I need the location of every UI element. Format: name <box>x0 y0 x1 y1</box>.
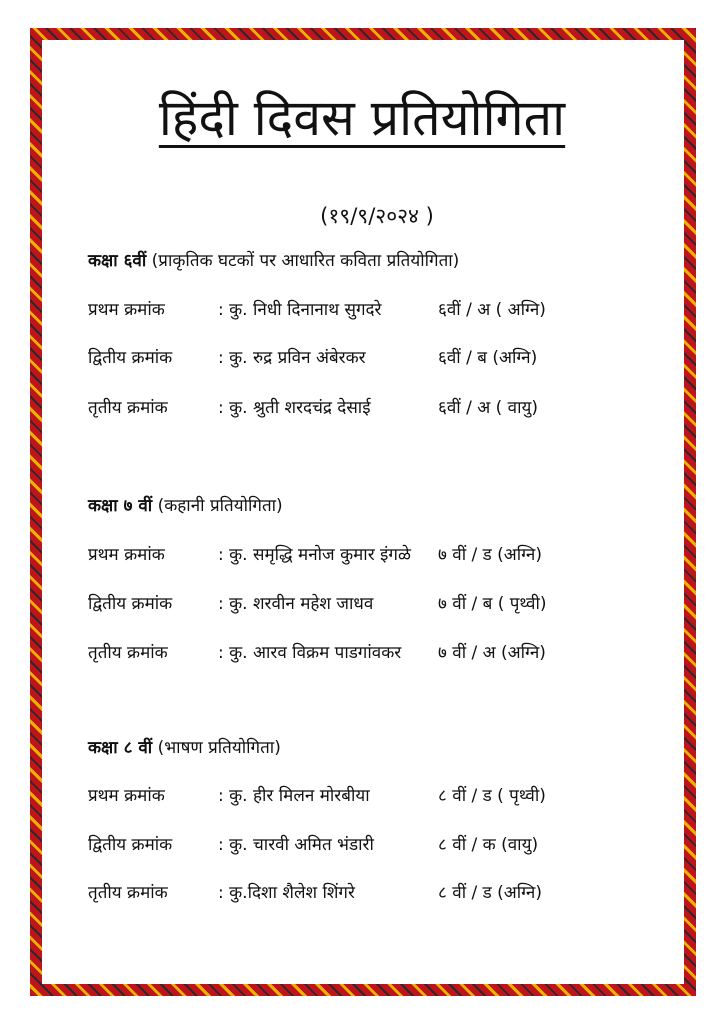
student-class: ७ वीं / ड (अग्नि) <box>438 545 543 565</box>
rank-label: द्वितीय क्रमांक <box>88 835 173 855</box>
rank-label: द्वितीय क्रमांक <box>88 594 173 614</box>
rank-label: तृतीय क्रमांक <box>88 643 168 663</box>
section-heading <box>88 735 281 758</box>
student-name: : कु.दिशा शैलेश शिंगरे <box>218 883 355 903</box>
student-name: : कु. रुद्र प्रविन अंबेरकर <box>218 348 366 368</box>
student-name: : कु. शरवीन महेश जाधव <box>218 594 374 614</box>
rank-label: प्रथम क्रमांक <box>88 545 165 565</box>
rank-label: प्रथम क्रमांक <box>88 786 165 806</box>
competition-name: (प्राकृतिक घटकों पर आधारित कविता प्रतियोगिता) <box>151 251 460 271</box>
student-class: ७ वीं / अ (अग्नि) <box>438 643 546 663</box>
section-heading <box>88 248 459 271</box>
rank-label: प्रथम क्रमांक <box>88 300 165 320</box>
student-class: ७ वीं / ब ( पृथ्वी) <box>438 594 547 614</box>
student-name: : कु. आरव विक्रम पाडगांवकर <box>218 643 402 663</box>
student-class: ६वीं / अ ( वायु) <box>438 398 539 418</box>
rank-label: द्वितीय क्रमांक <box>88 348 173 368</box>
student-class: ८ वीं / क (वायु) <box>438 835 539 855</box>
student-name: : कु. निधी दिनानाथ सुगदरे <box>218 300 382 320</box>
event-date: (१९/९/२०२४ ) <box>320 204 434 228</box>
student-name: : कु. हीर मिलन मोरबीया <box>218 786 370 806</box>
rank-label: तृतीय क्रमांक <box>88 883 168 903</box>
student-class: ६वीं / अ ( अग्नि) <box>438 300 546 320</box>
student-class: ६वीं / ब (अग्नि) <box>438 348 538 368</box>
section-heading <box>88 493 283 516</box>
student-name: : कु. चारवी अमित भंडारी <box>218 835 374 855</box>
rank-label: तृतीय क्रमांक <box>88 398 168 418</box>
student-class: ८ वीं / ड ( पृथ्वी) <box>438 786 546 806</box>
class-label: कक्षा ७ वीं <box>88 496 153 516</box>
student-name: : कु. श्रुती शरदचंद्र देसाई <box>218 398 371 418</box>
competition-name: (कहानी प्रतियोगिता) <box>157 496 283 516</box>
class-label: कक्षा ६वीं <box>88 251 147 271</box>
page-title: हिंदी दिवस प्रतियोगिता <box>158 89 566 147</box>
student-class: ८ वीं / ड (अग्नि) <box>438 883 543 903</box>
competition-name: (भाषण प्रतियोगिता) <box>157 738 281 758</box>
class-label: कक्षा ८ वीं <box>88 738 153 758</box>
student-name: : कु. समृद्धि मनोज कुमार इंगळे <box>218 545 411 565</box>
